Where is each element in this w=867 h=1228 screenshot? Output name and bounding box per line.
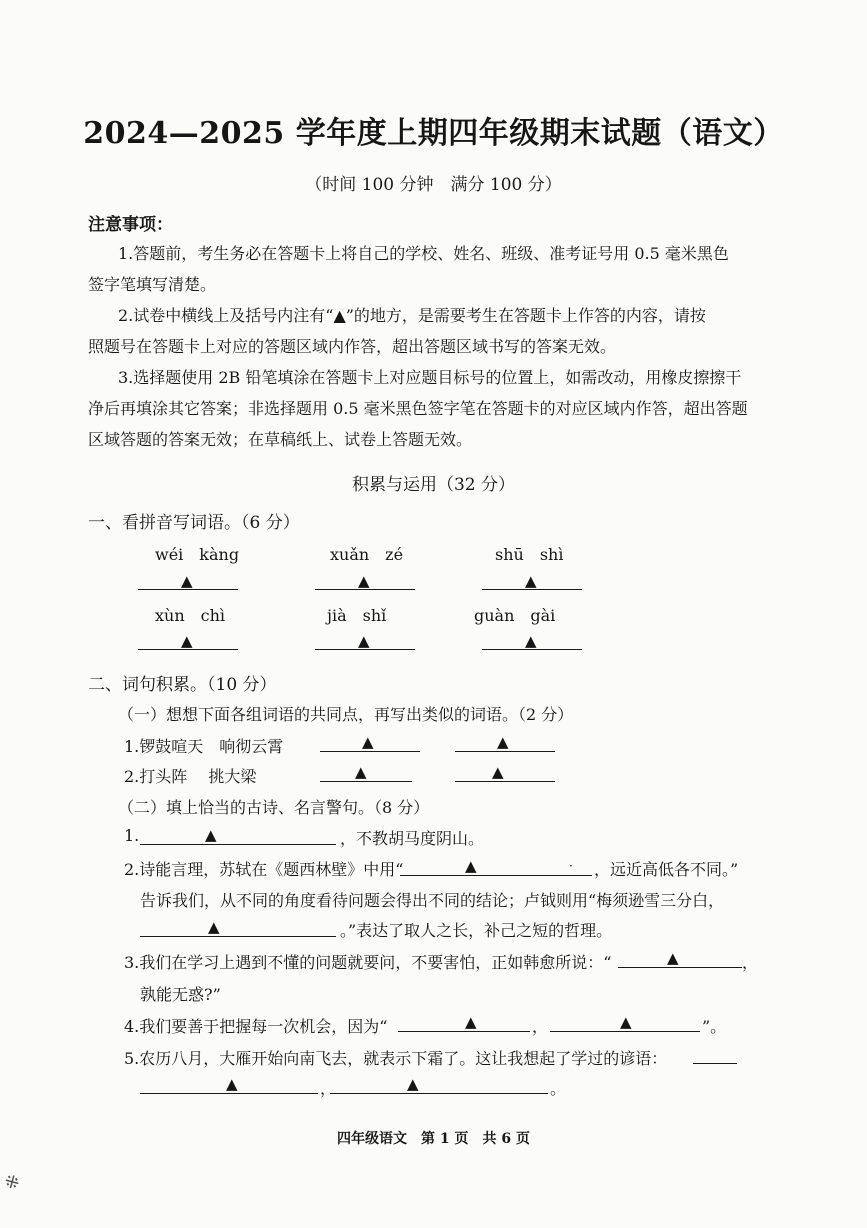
pinyin: xùn chì xyxy=(155,606,226,625)
fill-line-text: ， xyxy=(742,953,759,972)
margin-scribble: ※ xyxy=(0,1169,25,1196)
answer-marker: ▲ xyxy=(525,572,537,590)
fill-line-text: 。 xyxy=(550,1079,567,1098)
question-1-title: 一、看拼音写词语。（6 分） xyxy=(88,513,300,533)
answer-marker: ▲ xyxy=(208,918,220,936)
fill-line-text: 。”表达了取人之长，补己之短的哲理。 xyxy=(340,921,613,940)
answer-marker: ▲ xyxy=(492,763,504,781)
answer-marker: ▲ xyxy=(620,1013,632,1031)
answer-marker: ▲ xyxy=(667,949,679,967)
page-title: 2024—2025 学年度上期四年级期末试题（语文） xyxy=(83,116,784,151)
pinyin: guàn gài xyxy=(474,606,556,625)
notice-heading: 注意事项： xyxy=(88,215,173,235)
answer-marker: ▲ xyxy=(407,1075,419,1093)
fill-line-text: 孰能无惑?” xyxy=(140,985,221,1004)
answer-blank[interactable] xyxy=(400,874,592,876)
answer-blank[interactable] xyxy=(455,780,555,782)
fill-line-number: 1. xyxy=(124,826,140,845)
notice-line: 1.答题前，考生务必在答题卡上将自己的学校、姓名、班级、准考证号用 0.5 毫米黑色 xyxy=(118,244,729,263)
answer-marker: ▲ xyxy=(181,572,193,590)
answer-blank[interactable] xyxy=(140,935,336,937)
fill-line-text: ，不教胡马度阴山。 xyxy=(340,829,485,848)
part-1-title: （一）想想下面各组词语的共同点，再写出类似的词语。（2 分） xyxy=(118,705,574,724)
answer-blank[interactable] xyxy=(618,966,742,968)
answer-marker: ▲ xyxy=(181,632,193,650)
answer-marker: ▲ xyxy=(358,632,370,650)
pinyin: shū shì xyxy=(495,545,564,564)
section-header: 积累与运用（32 分） xyxy=(351,475,516,495)
fill-line-text: 3.我们在学习上遇到不懂的问题就要问，不要害怕，正如韩愈所说：“ xyxy=(124,953,612,972)
word-group: 1.锣鼓喧天 响彻云霄 xyxy=(124,737,284,756)
answer-blank[interactable] xyxy=(693,1062,737,1064)
answer-marker: ▲ xyxy=(525,632,537,650)
fill-line-text: ”。 xyxy=(702,1017,727,1036)
notice-line: 区域答题的答案无效；在草稿纸上、试卷上答题无效。 xyxy=(88,430,473,449)
pinyin: wéi kàng xyxy=(155,545,240,564)
stray-dot: · xyxy=(569,859,573,873)
answer-marker: ▲ xyxy=(205,826,217,844)
exam-info: （时间 100 分钟 满分 100 分） xyxy=(305,175,562,195)
fill-line-text: 告诉我们，从不同的角度看待问题会得出不同的结论；卢钺则用“梅须逊雪三分白， xyxy=(140,891,725,910)
answer-marker: ▲ xyxy=(362,733,374,751)
notice-line: 净后再填涂其它答案；非选择题用 0.5 毫米黑色签字笔在答题卡的对应区域内作答，超出答题 xyxy=(88,399,748,418)
answer-blank[interactable] xyxy=(140,843,336,845)
page-footer: 四年级语文 第 1 页 共 6 页 xyxy=(337,1131,530,1147)
fill-line-text: 2.诗能言理，苏轼在《题西林壁》中用“ xyxy=(124,860,404,879)
answer-marker: ▲ xyxy=(465,1013,477,1031)
fill-line-text: ， xyxy=(532,1017,549,1036)
question-2-title: 二、词句积累。（10 分） xyxy=(88,675,277,695)
fill-line-text: 5.农历八月，大雁开始向南飞去，就表示下霜了。这让我想起了学过的谚语： xyxy=(124,1049,668,1068)
answer-blank[interactable] xyxy=(398,1030,530,1032)
answer-marker: ▲ xyxy=(355,763,367,781)
answer-marker: ▲ xyxy=(358,572,370,590)
notice-line: 3.选择题使用 2B 铅笔填涂在答题卡上对应题目标号的位置上，如需改动，用橡皮擦擦干 xyxy=(118,368,742,387)
answer-marker: ▲ xyxy=(226,1075,238,1093)
word-group: 2.打头阵 挑大梁 xyxy=(124,767,257,786)
fill-line-text: ，远近高低各不同。” xyxy=(594,860,739,879)
answer-marker: ▲ xyxy=(465,857,477,875)
pinyin: xuǎn zé xyxy=(330,545,404,564)
part-2-title: （二）填上恰当的古诗、名言警句。（8 分） xyxy=(118,798,430,817)
pinyin: jià shǐ xyxy=(327,606,387,625)
fill-line-text: 4.我们要善于把握每一次机会，因为“ xyxy=(124,1017,388,1036)
answer-blank[interactable] xyxy=(330,1092,548,1094)
notice-line: 签字笔填写清楚。 xyxy=(88,275,217,294)
fill-line-text: ， xyxy=(320,1079,337,1098)
answer-marker: ▲ xyxy=(497,733,509,751)
notice-line: 2.试卷中横线上及括号内注有“▲”的地方，是需要考生在答题卡上作答的内容，请按 xyxy=(118,306,706,325)
notice-line: 照题号在答题卡上对应的答题区域内作答，超出答题区域书写的答案无效。 xyxy=(88,337,617,356)
